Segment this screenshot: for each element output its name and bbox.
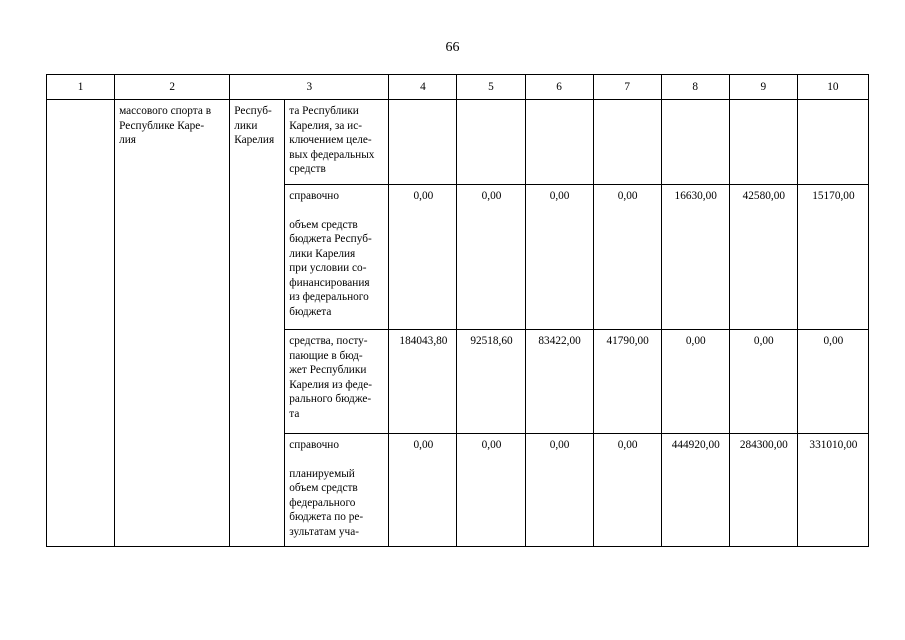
funding-source-line: та Республики xyxy=(289,105,359,117)
cell-col1 xyxy=(47,100,115,547)
table-row xyxy=(47,100,869,185)
cell-funding-source xyxy=(285,434,389,547)
column-header-7: 7 xyxy=(593,75,661,100)
funding-note-line: бюджета Респуб- xyxy=(289,233,372,245)
program-name-line: лия xyxy=(119,134,136,146)
value-cell-col7: 0,00 xyxy=(593,434,661,547)
funding-source-line: вых федеральных xyxy=(289,148,375,161)
value-cell-col8: 0,00 xyxy=(661,330,729,434)
funding-note-line: федерального xyxy=(289,496,356,509)
column-header-6: 6 xyxy=(525,75,593,100)
funding-source-line: та xyxy=(289,407,300,420)
value-cell-col4: 184043,80 xyxy=(389,330,457,434)
value-cell-col9: 284300,00 xyxy=(729,434,797,547)
cell-program-name xyxy=(115,100,230,547)
column-header-3: 3 xyxy=(230,75,389,100)
cell-funding-source xyxy=(285,330,389,434)
cell-funding-source xyxy=(285,185,389,330)
value-cell-col4 xyxy=(389,100,457,185)
value-cell-col9: 0,00 xyxy=(729,330,797,434)
value-cell-col6: 0,00 xyxy=(525,185,593,330)
executor-line: Респуб- xyxy=(234,105,272,117)
column-header-2: 2 xyxy=(115,75,230,100)
value-cell-col5: 92518,60 xyxy=(457,330,525,434)
executor-line: лики xyxy=(234,119,258,132)
value-cell-col9: 42580,00 xyxy=(729,185,797,330)
value-cell-col7: 41790,00 xyxy=(593,330,661,434)
funding-note-line: финансирования xyxy=(289,276,370,289)
program-name-line: массового спорта в xyxy=(119,105,212,117)
value-cell-col6: 0,00 xyxy=(525,434,593,547)
funding-source-line: рального бюдже- xyxy=(289,393,372,405)
value-cell-col10: 0,00 xyxy=(797,330,868,434)
funding-source-line: пающие в бюд- xyxy=(289,349,363,362)
value-cell-col5: 0,00 xyxy=(457,434,525,547)
funding-source-line: справочно xyxy=(289,439,339,451)
executor-line: Карелия xyxy=(234,134,275,146)
value-cell-col6: 83422,00 xyxy=(525,330,593,434)
funding-note-line: бюджета по ре- xyxy=(289,511,364,523)
value-cell-col10: 331010,00 xyxy=(797,434,868,547)
column-header-8: 8 xyxy=(661,75,729,100)
column-header-9: 9 xyxy=(729,75,797,100)
value-cell-col5 xyxy=(457,100,525,185)
value-cell-col7: 0,00 xyxy=(593,185,661,330)
funding-note-line: из федерального xyxy=(289,291,369,303)
funding-note-line: лики Карелия xyxy=(289,247,356,260)
funding-note-line: при условии со- xyxy=(289,262,367,274)
column-header-1: 1 xyxy=(47,75,115,100)
value-cell-col4: 0,00 xyxy=(389,434,457,547)
funding-source-line: Карелия, за ис- xyxy=(289,119,362,132)
value-cell-col8: 444920,00 xyxy=(661,434,729,547)
value-cell-col5: 0,00 xyxy=(457,185,525,330)
funding-source-line: справочно xyxy=(289,190,339,202)
cell-funding-source xyxy=(285,100,389,185)
value-cell-col8 xyxy=(661,100,729,185)
column-header-10: 10 xyxy=(797,75,868,100)
spacer xyxy=(289,204,385,218)
funding-source-line: средств xyxy=(289,163,326,175)
funding-source-line: ключением целе- xyxy=(289,134,372,146)
page-number: 66 xyxy=(445,40,460,55)
header-row xyxy=(47,75,869,100)
column-header-4: 4 xyxy=(389,75,457,100)
value-cell-col10 xyxy=(797,100,868,185)
cell-executor xyxy=(230,100,285,547)
funding-source-line: Карелия из феде- xyxy=(289,378,373,391)
value-cell-col6 xyxy=(525,100,593,185)
budget-table xyxy=(46,74,869,547)
value-cell-col8: 16630,00 xyxy=(661,185,729,330)
funding-source-line: средства, посту- xyxy=(289,335,368,347)
funding-note-line: объем средств xyxy=(289,482,358,494)
funding-note-line: зультатам уча- xyxy=(289,525,359,538)
funding-note-line: бюджета xyxy=(289,305,332,318)
value-cell-col9 xyxy=(729,100,797,185)
column-header-5: 5 xyxy=(457,75,525,100)
funding-source-line: жет Республики xyxy=(289,364,367,376)
value-cell-col4: 0,00 xyxy=(389,185,457,330)
value-cell-col10: 15170,00 xyxy=(797,185,868,330)
funding-note-line: объем средств xyxy=(289,218,358,231)
value-cell-col7 xyxy=(593,100,661,185)
program-name-line: Республике Каре- xyxy=(119,119,205,132)
spacer xyxy=(289,453,385,467)
funding-note-line: планируемый xyxy=(289,467,355,480)
